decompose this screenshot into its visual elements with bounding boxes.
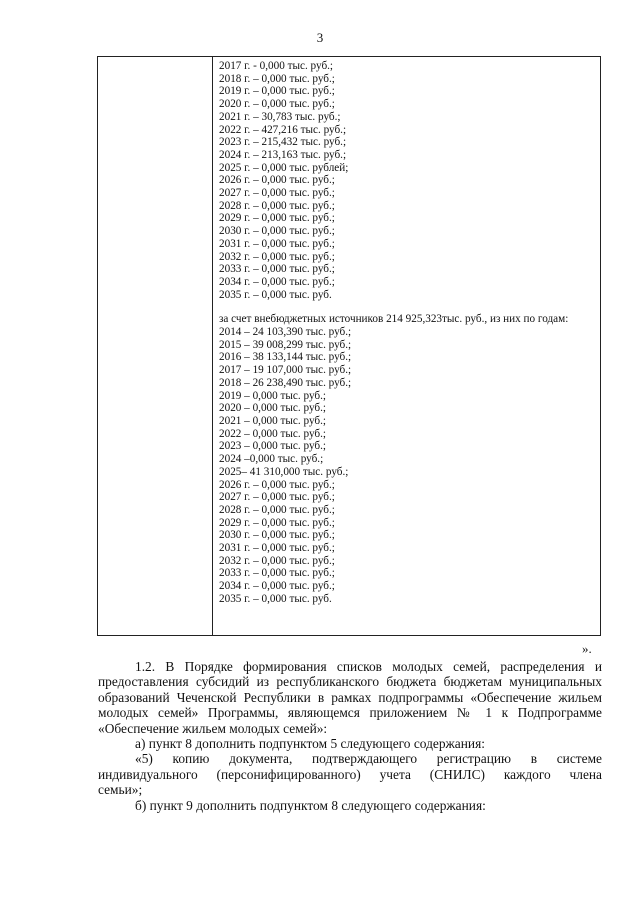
budget-line-2028: 2028 г. – 0,000 тыс. руб.; bbox=[219, 199, 335, 212]
extrabudget-line-2016: 2016 – 38 133,144 тыс. руб.; bbox=[219, 351, 352, 364]
item-b: б) пункт 9 дополнить подпунктом 8 следующего содержания: bbox=[135, 797, 486, 813]
extrabudget-line-2029: 2029 г. – 0,000 тыс. руб.; bbox=[219, 516, 335, 529]
body-text bbox=[98, 659, 602, 813]
quote-line-1: «5) копию документа, подтверждающего регистрацию в системе bbox=[135, 751, 602, 767]
item-a: а) пункт 8 дополнить подпунктом 5 следующего содержания: bbox=[135, 736, 485, 752]
extrabudget-line-2021: 2021 – 0,000 тыс. руб.; bbox=[219, 414, 326, 427]
budget-line-2031: 2031 г. – 0,000 тыс. руб.; bbox=[219, 237, 335, 250]
page-number: 3 bbox=[316, 30, 324, 45]
budget-line-2019: 2019 г. – 0,000 тыс. руб.; bbox=[219, 85, 335, 98]
budget-line-2034: 2034 г. – 0,000 тыс. руб.; bbox=[219, 275, 335, 288]
budget-line-2033: 2033 г. – 0,000 тыс. руб.; bbox=[219, 263, 335, 276]
extrabudget-line-2035: 2035 г. – 0,000 тыс. руб. bbox=[219, 592, 332, 605]
budget-line-2030: 2030 г. – 0,000 тыс. руб.; bbox=[219, 225, 335, 238]
extrabudget-line-2031: 2031 г. – 0,000 тыс. руб.; bbox=[219, 542, 335, 555]
extrabudget-line-2023: 2023 – 0,000 тыс. руб.; bbox=[219, 440, 326, 453]
table-column-divider bbox=[212, 57, 213, 635]
budget-line-2029: 2029 г. – 0,000 тыс. руб.; bbox=[219, 212, 335, 225]
extrabudget-year-list bbox=[219, 326, 588, 605]
budget-year-list bbox=[219, 60, 588, 301]
budget-line-2025: 2025 г. – 0,000 тыс. рублей; bbox=[219, 161, 349, 174]
budget-line-2023: 2023 г. – 215,432 тыс. руб.; bbox=[219, 136, 347, 149]
extrabudget-heading: за счет внебюджетных источников 214 925,323тыс. руб., из них по годам: bbox=[219, 313, 569, 326]
closing-quote-mark: ». bbox=[582, 641, 592, 656]
extrabudget-line-2014: 2014 – 24 103,390 тыс. руб.; bbox=[219, 326, 352, 339]
budget-line-2027: 2027 г. – 0,000 тыс. руб.; bbox=[219, 187, 335, 200]
budget-line-2018: 2018 г. – 0,000 тыс. руб.; bbox=[219, 72, 335, 85]
spacer bbox=[219, 301, 588, 313]
budget-line-2020: 2020 г. – 0,000 тыс. руб.; bbox=[219, 98, 335, 111]
extrabudget-line-2015: 2015 – 39 008,299 тыс. руб.; bbox=[219, 338, 352, 351]
funding-table bbox=[97, 56, 601, 636]
budget-line-2024: 2024 г. – 213,163 тыс. руб.; bbox=[219, 148, 347, 161]
extrabudget-line-2017: 2017 – 19 107,000 тыс. руб.; bbox=[219, 364, 352, 377]
extrabudget-line-2034: 2034 г. – 0,000 тыс. руб.; bbox=[219, 580, 335, 593]
extrabudget-line-2020: 2020 – 0,000 тыс. руб.; bbox=[219, 402, 326, 415]
extrabudget-line-2026: 2026 г. – 0,000 тыс. руб.; bbox=[219, 478, 335, 491]
quote-block bbox=[98, 751, 602, 797]
extrabudget-line-2018: 2018 – 26 238,490 тыс. руб.; bbox=[219, 376, 352, 389]
budget-line-2035: 2035 г. – 0,000 тыс. руб. bbox=[219, 288, 332, 301]
extrabudget-line-2024: 2024 –0,000 тыс. руб.; bbox=[219, 453, 324, 466]
extrabudget-line-2030: 2030 г. – 0,000 тыс. руб.; bbox=[219, 529, 335, 542]
budget-line-2032: 2032 г. – 0,000 тыс. руб.; bbox=[219, 250, 335, 263]
extrabudget-line-2022: 2022 – 0,000 тыс. руб.; bbox=[219, 427, 326, 440]
extrabudget-line-2025: 2025– 41 310,000 тыс. руб.; bbox=[219, 465, 349, 478]
budget-line-2021: 2021 г. – 30,783 тыс. руб.; bbox=[219, 110, 341, 123]
budget-line-2017: 2017 г. - 0,000 тыс. руб.; bbox=[219, 60, 334, 72]
extrabudget-line-2028: 2028 г. – 0,000 тыс. руб.; bbox=[219, 503, 335, 516]
quote-line-2: индивидуального (персонифицированного) учета (СНИЛС) каждого члена bbox=[98, 766, 602, 782]
extrabudget-line-2032: 2032 г. – 0,000 тыс. руб.; bbox=[219, 554, 335, 567]
table-cell-funding-details bbox=[219, 60, 588, 606]
extrabudget-line-2019: 2019 – 0,000 тыс. руб.; bbox=[219, 389, 326, 402]
paragraph-1-2: 1.2. В Порядке формирования списков молодых семей, распределения и предоставления субсидий из республиканского бюджета бюджетам муниципальных образований Чеченской Республики в рамках подпрограммы «Обеспечение жильем молодых семей» Программы, являющемся приложением № 1 к Подпрограмме «Обеспечение жильем молодых семей»: bbox=[98, 659, 602, 736]
budget-line-2022: 2022 г. – 427,216 тыс. руб.; bbox=[219, 123, 347, 136]
extrabudget-line-2033: 2033 г. – 0,000 тыс. руб.; bbox=[219, 567, 335, 580]
quote-line-3: семьи»; bbox=[98, 782, 143, 798]
extrabudget-line-2027: 2027 г. – 0,000 тыс. руб.; bbox=[219, 491, 335, 504]
budget-line-2026: 2026 г. – 0,000 тыс. руб.; bbox=[219, 174, 335, 187]
